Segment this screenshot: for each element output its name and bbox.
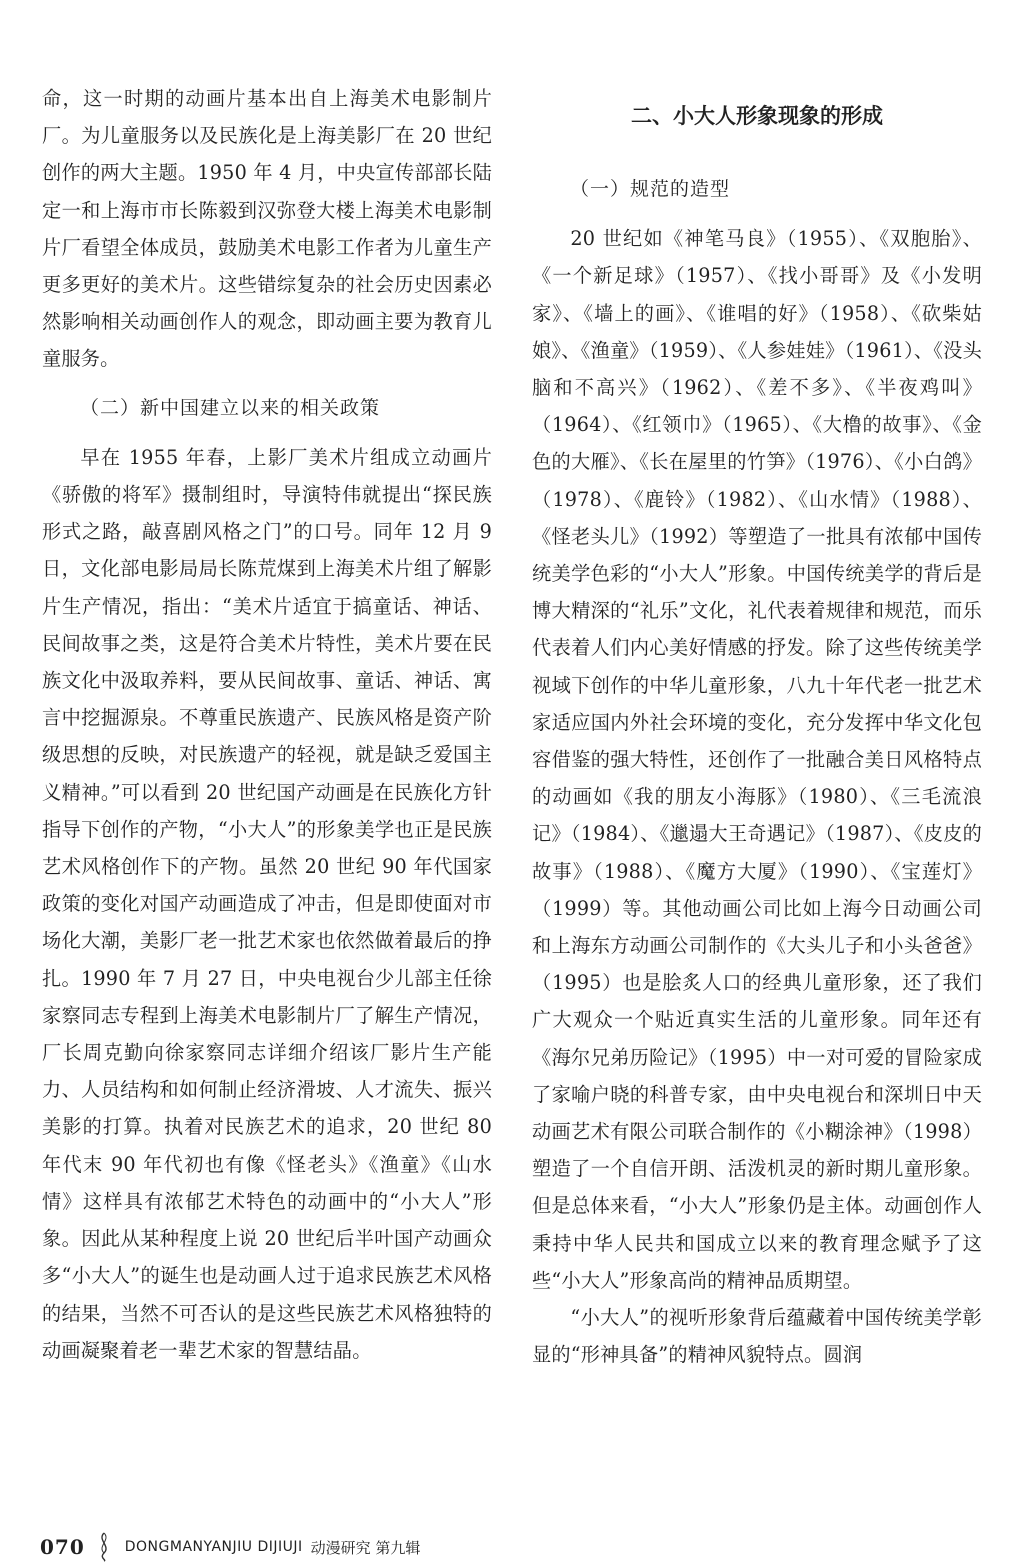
section-title: 二、小大人形象现象的形成	[631, 104, 883, 128]
right-paragraph-1: 20 世纪如《神笔马良》（1955）、《双胞胎》、《一个新足球》（1957）、《找小哥哥》及《小发明家》、《墙上的画》、《谁唱的好》（1958）、《砍柴姑娘》、《渔童》（1959）、《人参娃娃》（1961）、《没头脑和不高兴》（1962）、《差不多》、《半夜鸡叫》（1964）、《红领巾》（1965）、《大橹的故事》、《金色的大雁》、《长在屋里的竹笋》（1976）、《小白鸽》（1978）、《鹿铃》（1982）、《山水情》（1988）、《怪老头儿》（1992）等塑造了一批具有浓郁中国传统美学色彩的“小大人”形象。中国传统美学的背后是博大精深的“礼乐”文化，礼代表着规律和规范，而乐代表着人们内心美好情感的抒发。除了这些传统美学视域下创作的中华儿童形象，八九十年代老一批艺术家适应国内外社会环境的变化，充分发挥中华文化包容借鉴的强大特性，还创作了一批融合美日风格特点的动画如《我的朋友小海豚》（1980）、《三毛流浪记》（1984）、《邋遢大王奇遇记》（1987）、《皮皮的故事》（1988）、《魔方大厦》（1990）、《宝莲灯》（1999）等。其他动画公司比如上海今日动画公司和上海东方动画公司制作的《大头儿子和小头爸爸》（1995）也是脍炙人口的经典儿童形象，还了我们广大观众一个贴近真实生活的儿童形象。同年还有《海尔兄弟历险记》（1995）中一对可爱的冒险家成了家喻户晓的科普专家，由中央电视台和深圳日中天动画艺术有限公司联合制作的《小糊涂神》（1998）塑造了一个自信开朗、活泼机灵的新时期儿童形象。但是总体来看，“小大人”形象仍是主体。动画创作人秉持中华人民共和国成立以来的教育理念赋予了这些“小大人”形象高尚的精神品质期望。	[532, 227, 982, 1292]
page-number: 070	[40, 1535, 85, 1559]
footer-ornament-icon	[93, 1532, 115, 1562]
right-column	[532, 80, 982, 1374]
left-paragraph-2: 早在 1955 年春，上影厂美术片组成立动画片《骄傲的将军》摄制组时，导演特伟就提出“探民族形式之路，敲喜剧风格之门”的口号。同年 12 月 9 日，文化部电影局局长陈荒煤到上海美术片组了解影片生产情况，指出：“美术片适宜于搞童话、神话、民间故事之类，这是符合美术片特性，美术片要在民族文化中汲取养料，要从民间故事、童话、神话、寓言中挖掘源泉。不尊重民族遗产、民族风格是资产阶级思想的反映，对民族遗产的轻视，就是缺乏爱国主义精神。”可以看到 20 世纪国产动画是在民族化方针指导下创作的产物，“小大人”的形象美学也正是民族艺术风格创作下的产物。虽然 20 世纪 90 年代国家政策的变化对国产动画造成了冲击，但是即使面对市场化大潮，美影厂老一批艺术家也依然做着最后的挣扎。1990 年 7 月 27 日，中央电视台少儿部主任徐家察同志专程到上海美术电影制片厂了解生产情况，厂长周克勤向徐家察同志详细介绍该厂影片生产能力、人员结构和如何制止经济滑坡、人才流失、振兴美影的打算。执着对民族艺术的追求，20 世纪 80 年代末 90 年代初也有像《怪老头》《渔童》《山水情》这样具有浓郁艺术特色的动画中的“小大人”形象。因此从某种程度上说 20 世纪后半叶国产动画众多“小大人”的诞生也是动画人过于追求民族艺术风格的结果，当然不可否认的是这些民族艺术风格独特的动画凝聚着老一辈艺术家的智慧结晶。	[42, 445, 492, 1362]
right-subheading: （一）规范的造型	[570, 178, 731, 200]
page-footer	[40, 1530, 420, 1564]
journal-name-latin: DONGMANYANJIU DIJIUJI	[124, 1539, 303, 1555]
left-subheading: （二）新中国建立以来的相关政策	[80, 396, 381, 419]
right-paragraph-2: “小大人”的视听形象背后蕴藏着中国传统美学彰显的“形神具备”的精神风貌特点。圆润	[532, 1306, 982, 1367]
journal-name-chinese: 动漫研究 第九辑	[310, 1538, 421, 1557]
left-paragraph-1: 命，这一时期的动画片基本出自上海美术电影制片厂。为儿童服务以及民族化是上海美影厂在 20 世纪创作的两大主题。1950 年 4 月，中央宣传部部长陆定一和上海市市长陈毅到汉弥登大楼上海美术电影制片厂看望全体成员，鼓励美术电影工作者为儿童生产更多更好的美术片。这些错综复杂的社会历史因素必然影响相关动画创作人的观念，即动画主要为教育儿童服务。	[42, 87, 492, 371]
left-column	[42, 80, 492, 1369]
